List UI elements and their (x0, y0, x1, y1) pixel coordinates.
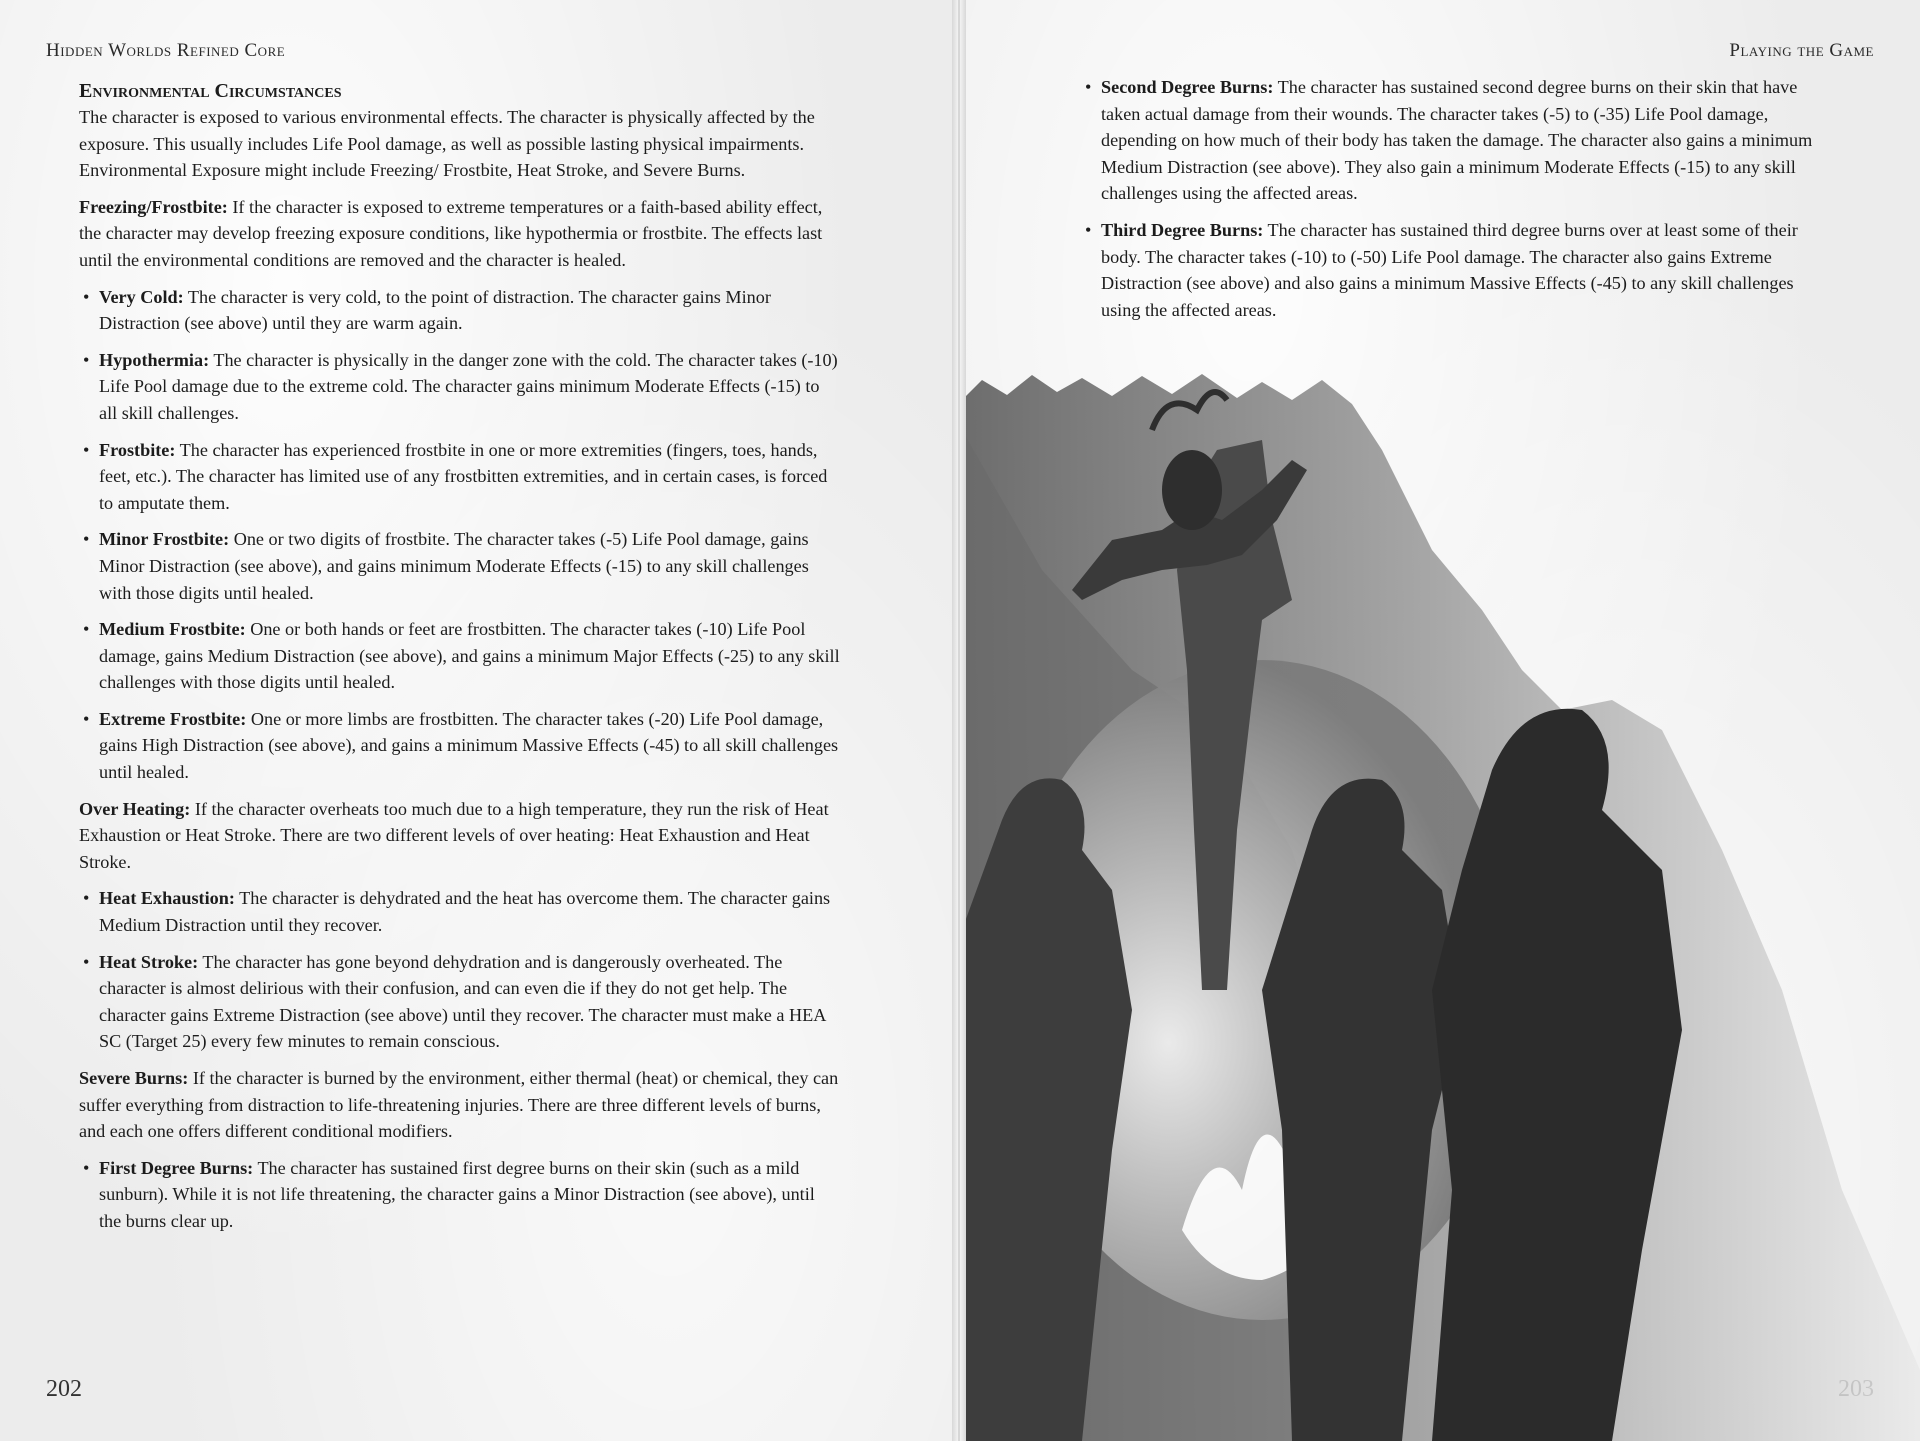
bullet-icon: • (1085, 77, 1092, 97)
intro-paragraph: The character is exposed to various environmental effects. The character is physically affected by the exposure. This usually includes Life Pool damage, as well as possible lasting physical impairments. Environmental Exposure might include Freezing/ Frostbite, Heat Stroke, and Severe Burns. (79, 107, 815, 181)
item-text: The character has sustained third degree burns over at least some of their body. The character takes (-10) to (-50) Life Pool damage. The character also gains Extreme Distraction (see above) and also gains a minimum Massive Effects (-45) to any skill challenges using the affected areas. (1101, 219, 1798, 320)
freezing-paragraph (79, 194, 841, 274)
bullet-icon: • (1085, 219, 1092, 240)
bullet-icon: • (83, 439, 90, 460)
freezing-term: Freezing/Frostbite: (79, 196, 228, 217)
bullet-icon: • (83, 619, 90, 640)
list-item (83, 1155, 841, 1235)
item-term: Heat Stroke: (99, 951, 199, 972)
item-term: Minor Frostbite: (99, 529, 230, 550)
burns-text: If the character is burned by the environment, either thermal (heat) or chemical, they can suffer everything from distraction to life-threatening injuries. There are three different levels of burns, and each one offers different conditional modifiers. (79, 1068, 839, 1142)
item-text: The character is dehydrated and the heat has overcome them. The character gains Medium Distraction until they recover. (99, 888, 831, 936)
list-item (1085, 217, 1827, 323)
bullet-icon: • (83, 888, 90, 909)
bullet-icon: • (83, 529, 90, 550)
list-item (83, 949, 841, 1055)
overheating-paragraph (79, 796, 841, 876)
item-term: Frostbite: (99, 439, 176, 460)
silhouette-art (962, 370, 1920, 1441)
item-term: Hypothermia: (99, 349, 210, 370)
bullet-icon: • (83, 708, 90, 729)
item-term: Third Degree Burns: (1101, 219, 1264, 240)
item-text: The character has experienced frostbite in one or more extremities (fingers, toes, hands, feet, etc.). The character has limited use of any frostbitten extremities, and in certain cases, is forced to amputate them. (99, 439, 828, 513)
list-item (83, 526, 841, 606)
list-item (83, 347, 841, 427)
left-page (0, 0, 958, 1441)
item-text: One or more limbs are frostbitten. The character takes (-20) Life Pool damage, gains High Distraction (see above), and gains a minimum Massive Effects (-45) to all skill challenges until healed. (99, 708, 839, 783)
overheating-term: Over Heating: (79, 798, 191, 819)
overheating-text: If the character overheats too much due to a high temperature, they run the risk of Heat Exhaustion or Heat Stroke. There are two different levels of over heating: Heat Exhaustion and Heat Stroke. (79, 798, 829, 872)
bullet-icon: • (83, 349, 90, 370)
page-number-left: 202 (46, 1376, 82, 1402)
right-text-column (1087, 74, 1827, 333)
overheating-list (79, 885, 841, 1055)
burns-list (79, 1155, 841, 1235)
list-item (83, 616, 841, 696)
bullet-icon: • (83, 286, 90, 307)
item-text: One or both hands or feet are frostbitten. The character takes (-10) Life Pool damage, gains Medium Distraction (see above), and gains a minimum Major Effects (-25) to any skill challenges with those digits until healed. (99, 619, 840, 693)
running-head-right: Playing the Game (1729, 40, 1874, 61)
item-text: The character has gone beyond dehydration and is dangerously overheated. The character is almost delirious with their confusion, and can even die if they do not get help. The character gains Extreme Distraction (see above) until they recover. The character must make a HEA SC (Target 25) every few minutes to remain conscious. (99, 951, 826, 1052)
bullet-icon: • (83, 1157, 90, 1178)
item-text: The character has sustained first degree burns on their skin (such as a mild sunburn). While it is not life threatening, the character gains a Minor Distraction (see above), until the burns clear up. (99, 1157, 815, 1231)
section-heading: Environmental Circumstances (79, 80, 342, 102)
bullet-icon: • (83, 951, 90, 972)
book-gutter (952, 0, 966, 1441)
item-text: The character is physically in the danger zone with the cold. The character takes (-10) Life Pool damage due to the extreme cold. The character gains minimum Moderate Effects (-15) to all skill challenges. (99, 349, 838, 423)
item-text: One or two digits of frostbite. The character takes (-5) Life Pool damage, gains Minor Distraction (see above), and gains minimum Moderate Effects (-15) to any skill challenges with those digits until healed. (99, 529, 809, 603)
list-item (1085, 74, 1827, 207)
list-item (83, 437, 841, 517)
running-head-left: Hidden Worlds Refined Core (46, 40, 286, 61)
freezing-text: If the character is exposed to extreme temperatures or a faith-based ability effect, the character may develop freezing exposure conditions, like hypothermia or frostbite. The effects last until the environmental conditions are removed and the character is healed. (79, 196, 823, 270)
left-text-column (79, 78, 841, 1245)
item-term: First Degree Burns: (99, 1157, 254, 1178)
item-text: The character is very cold, to the point of distraction. The character gains Minor Distraction (see above) until they are warm again. (99, 286, 771, 334)
list-item (83, 885, 841, 938)
item-term: Second Degree Burns: (1101, 77, 1274, 97)
freezing-list (79, 284, 841, 786)
item-term: Extreme Frostbite: (99, 708, 247, 729)
item-text: The character has sustained second degree burns on their skin that have taken actual damage from their wounds. The character takes (-5) to (-35) Life Pool damage, depending on how much of their body has taken the damage. The character also gains a minimum Medium Distraction (see above). They also gain a minimum Moderate Effects (-15) to any skill challenges using the affected areas. (1101, 77, 1813, 204)
item-term: Medium Frostbite: (99, 619, 246, 640)
burns-paragraph (79, 1065, 841, 1145)
campfire-illustration (962, 370, 1920, 1441)
item-term: Heat Exhaustion: (99, 888, 235, 909)
list-item (83, 706, 841, 786)
item-term: Very Cold: (99, 286, 184, 307)
burns-term: Severe Burns: (79, 1068, 189, 1088)
burns-list-continued (1087, 74, 1827, 323)
list-item (83, 284, 841, 337)
